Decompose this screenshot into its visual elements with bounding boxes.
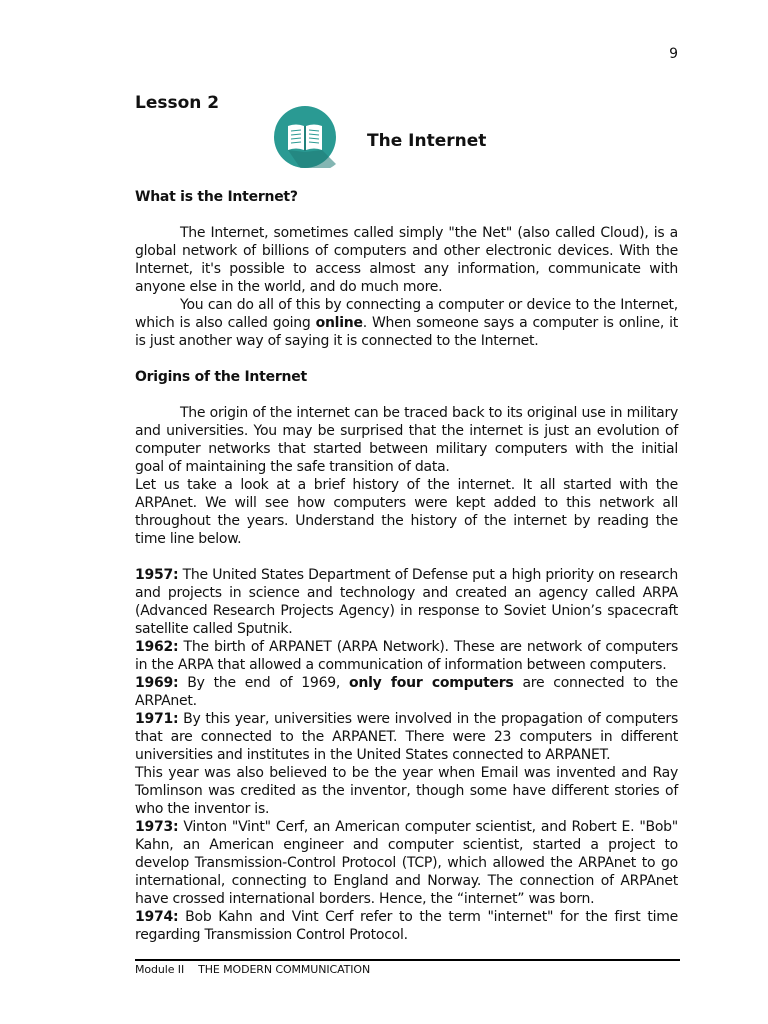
footer-title: THE MODERN COMMUNICATION: [198, 963, 371, 976]
timeline-text: Vinton "Vint" Cerf, an American computer scientist, and Robert E. "Bob" Kahn, an American engineer and computer scientist, started a project to develop Transmission-Control Protocol (TCP), which allowed the ARPAnet to go international, connecting to England and Norway. The connection of ARPAnet have crossed international borders. Hence, the “internet” was born.: [135, 819, 678, 907]
timeline-entry: [135, 638, 678, 674]
timeline-bold: only four computers: [349, 675, 514, 691]
timeline-text: are connected to the ARPAnet.: [135, 675, 678, 709]
timeline-entry: [135, 710, 678, 764]
footer-module: Module II: [135, 963, 185, 976]
timeline-text: By the end of 1969,: [178, 675, 350, 691]
lesson-content: [135, 188, 678, 944]
timeline: [135, 566, 678, 944]
paragraph: The origin of the internet can be traced back to its original use in military and universities. You may be surprised that the internet is just an evolution of computer networks that started between military computers with the initial goal of maintaining the safe transition of data.: [135, 405, 678, 475]
bold-term-online: online: [315, 315, 363, 331]
timeline-text: The United States Department of Defense put a high priority on research and projects in science and technology and created an agency called ARPA (Advanced Research Projects Agency) in response to Soviet Union’s spacecraft satellite called Sputnik.: [135, 567, 678, 637]
paragraph-text: . When someone says a computer is online, it is just another way of saying it is connected to the Internet.: [135, 315, 679, 349]
timeline-year: 1969:: [135, 675, 179, 691]
paragraph-text: You can do all of this by connecting a computer or device to the Internet, which is also called going: [135, 297, 678, 331]
timeline-year: 1971:: [135, 711, 179, 727]
timeline-text: Bob Kahn and Vint Cerf refer to the term "internet" for the first time regarding Transmission Control Protocol.: [135, 909, 678, 943]
open-book-icon: [274, 106, 336, 168]
paragraph: The Internet, sometimes called simply "the Net" (also called Cloud), is a global network of billions of computers and other electronic devices. With the Internet, it's possible to access almost any information, communicate with anyone else in the world, and do much more.: [135, 225, 678, 295]
page-title: The Internet: [367, 131, 487, 151]
timeline-entry: [135, 566, 678, 638]
page-number: 9: [669, 46, 678, 62]
footer-divider: [135, 959, 680, 961]
timeline-year: 1974:: [135, 909, 179, 925]
timeline-entry: [135, 764, 678, 818]
page-footer: [135, 963, 370, 976]
timeline-year: 1962:: [135, 639, 179, 655]
timeline-entry: [135, 908, 678, 944]
section-heading-origins: Origins of the Internet: [135, 369, 307, 385]
section-heading-what-is: What is the Internet?: [135, 189, 298, 205]
timeline-text: By this year, universities were involved in the propagation of computers that are connected to the ARPANET. There were 23 computers in different universities and institutes in the United States connected to ARPANET.: [135, 711, 678, 763]
lesson-label: Lesson 2: [135, 93, 220, 113]
timeline-text: This year was also believed to be the year when Email was invented and Ray Tomlinson was credited as the inventor, though some have different stories of who the inventor is.: [135, 765, 678, 817]
paragraph: [135, 296, 678, 350]
timeline-text: The birth of ARPANET (ARPA Network). These are network of computers in the ARPA that allowed a communication of information between computers.: [135, 639, 678, 673]
timeline-entry: [135, 674, 678, 710]
timeline-year: 1957:: [135, 567, 179, 583]
timeline-year: 1973:: [135, 819, 179, 835]
timeline-entry: [135, 818, 678, 908]
paragraph: Let us take a look at a brief history of the internet. It all started with the ARPAnet. We will see how computers were kept added to this network all throughout the years. Understand the history of the internet by reading the time line below.: [135, 477, 678, 547]
